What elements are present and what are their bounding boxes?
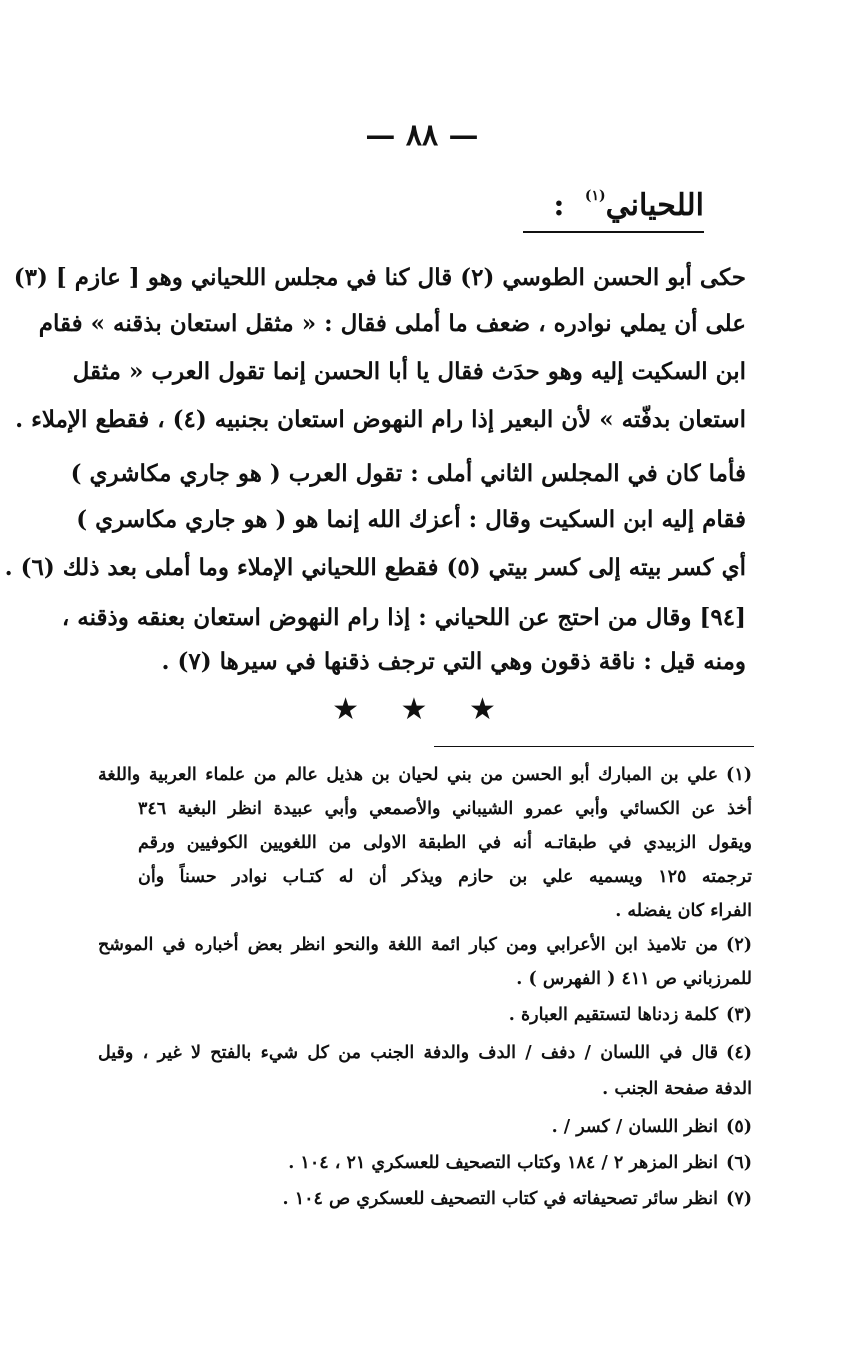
heading-colon: : bbox=[553, 188, 565, 223]
body-line: على أن يملي نوادره ، ضعف ما أملى فقال : « مثقل استعان بذقنه » فقام bbox=[38, 310, 746, 337]
body-line: أي كسر بيته إلى كسر بيتي (٥) فقطع اللحياني الإملاء وما أملى بعد ذلك (٦) . bbox=[4, 554, 746, 581]
footnote-line bbox=[98, 1036, 752, 1070]
heading-footnote-ref: (١) bbox=[584, 188, 606, 204]
footnote-text: كلمة زدناها لتستقيم العبارة . bbox=[508, 1005, 719, 1025]
footnote-line: للمرزباني ص ٤١١ ( الفهرس ) . bbox=[516, 969, 752, 989]
body-line: [٩٤] وقال من احتج عن اللحياني : إذا رام النهوض استعان بعنقه وذقنه ، bbox=[61, 604, 746, 631]
footnote-number: (٧) bbox=[726, 1189, 752, 1209]
footnote-text: انظر المزهر ٢ / ١٨٤ وكتاب التصحيف للعسكري ٢١ ، ١٠٤ . bbox=[288, 1153, 719, 1173]
footnote-number: (١) bbox=[726, 765, 752, 785]
footnote-number: (٥) bbox=[726, 1117, 752, 1137]
footnote-text: انظر اللسان / كسر / . bbox=[551, 1117, 719, 1137]
footnote-line bbox=[98, 758, 752, 792]
footnote-line: ترجمته ١٢٥ ويسميه علي بن حازم ويذكر أن له كتـاب نوادر حسناً وأن bbox=[138, 867, 752, 887]
footnote-text: علي بن المبارك أبو الحسن من بني لحيان بن هذيل عالم من علماء العربية واللغة bbox=[98, 765, 719, 785]
footnote-number: (٤) bbox=[726, 1043, 752, 1063]
footnote-line: أخذ عن الكسائي وأبي عمرو الشيباني والأصمعي وأبي عبيدة انظر البغية ٣٤٦ bbox=[138, 799, 752, 819]
footnote-line: ويقول الزبيدي في طبقاتـه أنه في الطبقة الاولى من اللغويين الكوفيين ورقم bbox=[138, 833, 752, 853]
footnote-line bbox=[98, 1146, 752, 1180]
body-line: ومنه قيل : ناقة ذقون وهي التي ترجف ذقنها في سيرها (٧) . bbox=[161, 648, 746, 675]
footnote-text: من تلاميذ ابن الأعرابي ومن كبار ائمة اللغة والنحو انظر بعض أخباره في الموشح bbox=[98, 935, 719, 955]
footnote-number: (٦) bbox=[726, 1153, 752, 1173]
section-separator: ★ ★ ★ bbox=[332, 692, 512, 727]
footnote-text: قال في اللسان / دفف / الدف والدفة الجنب من كل شيء بالفتح لا غير ، وقيل bbox=[98, 1043, 719, 1063]
page-number: — ٨٨ — bbox=[365, 118, 479, 153]
body-line: حكى أبو الحسن الطوسي (٢) قال كنا في مجلس اللحياني وهو [ عازم ] (٣) bbox=[13, 264, 746, 291]
footnote-line: الفراء كان يفضله . bbox=[615, 901, 752, 921]
footnote-line bbox=[98, 1182, 752, 1216]
footnote-line bbox=[98, 998, 752, 1032]
footnote-number: (٢) bbox=[726, 935, 752, 955]
footnote-line: الدفة صفحة الجنب . bbox=[602, 1079, 752, 1099]
body-line: استعان بدفّته » لأن البعير إذا رام النهوض استعان بجنبيه (٤) ، فقطع الإملاء . bbox=[15, 406, 746, 433]
footnote-number: (٣) bbox=[726, 1005, 752, 1025]
body-line: ابن السكيت إليه وهو حدَث فقال يا أبا الحسن إنما تقول العرب « مثقل bbox=[72, 358, 746, 385]
body-line: فقام إليه ابن السكيت وقال : أعزك الله إنما هو ( هو جاري مكاسري ) bbox=[76, 506, 746, 533]
heading-title: اللحياني bbox=[605, 188, 704, 223]
footnote-rule bbox=[434, 746, 754, 747]
footnote-line bbox=[98, 928, 752, 962]
footnote-text: انظر سائر تصحيفاته في كتاب التصحيف للعسكري ص ١٠٤ . bbox=[282, 1189, 719, 1209]
body-line: فأما كان في المجلس الثاني أملى : تقول العرب ( هو جاري مكاشري ) bbox=[70, 460, 746, 487]
footnote-line bbox=[98, 1110, 752, 1144]
